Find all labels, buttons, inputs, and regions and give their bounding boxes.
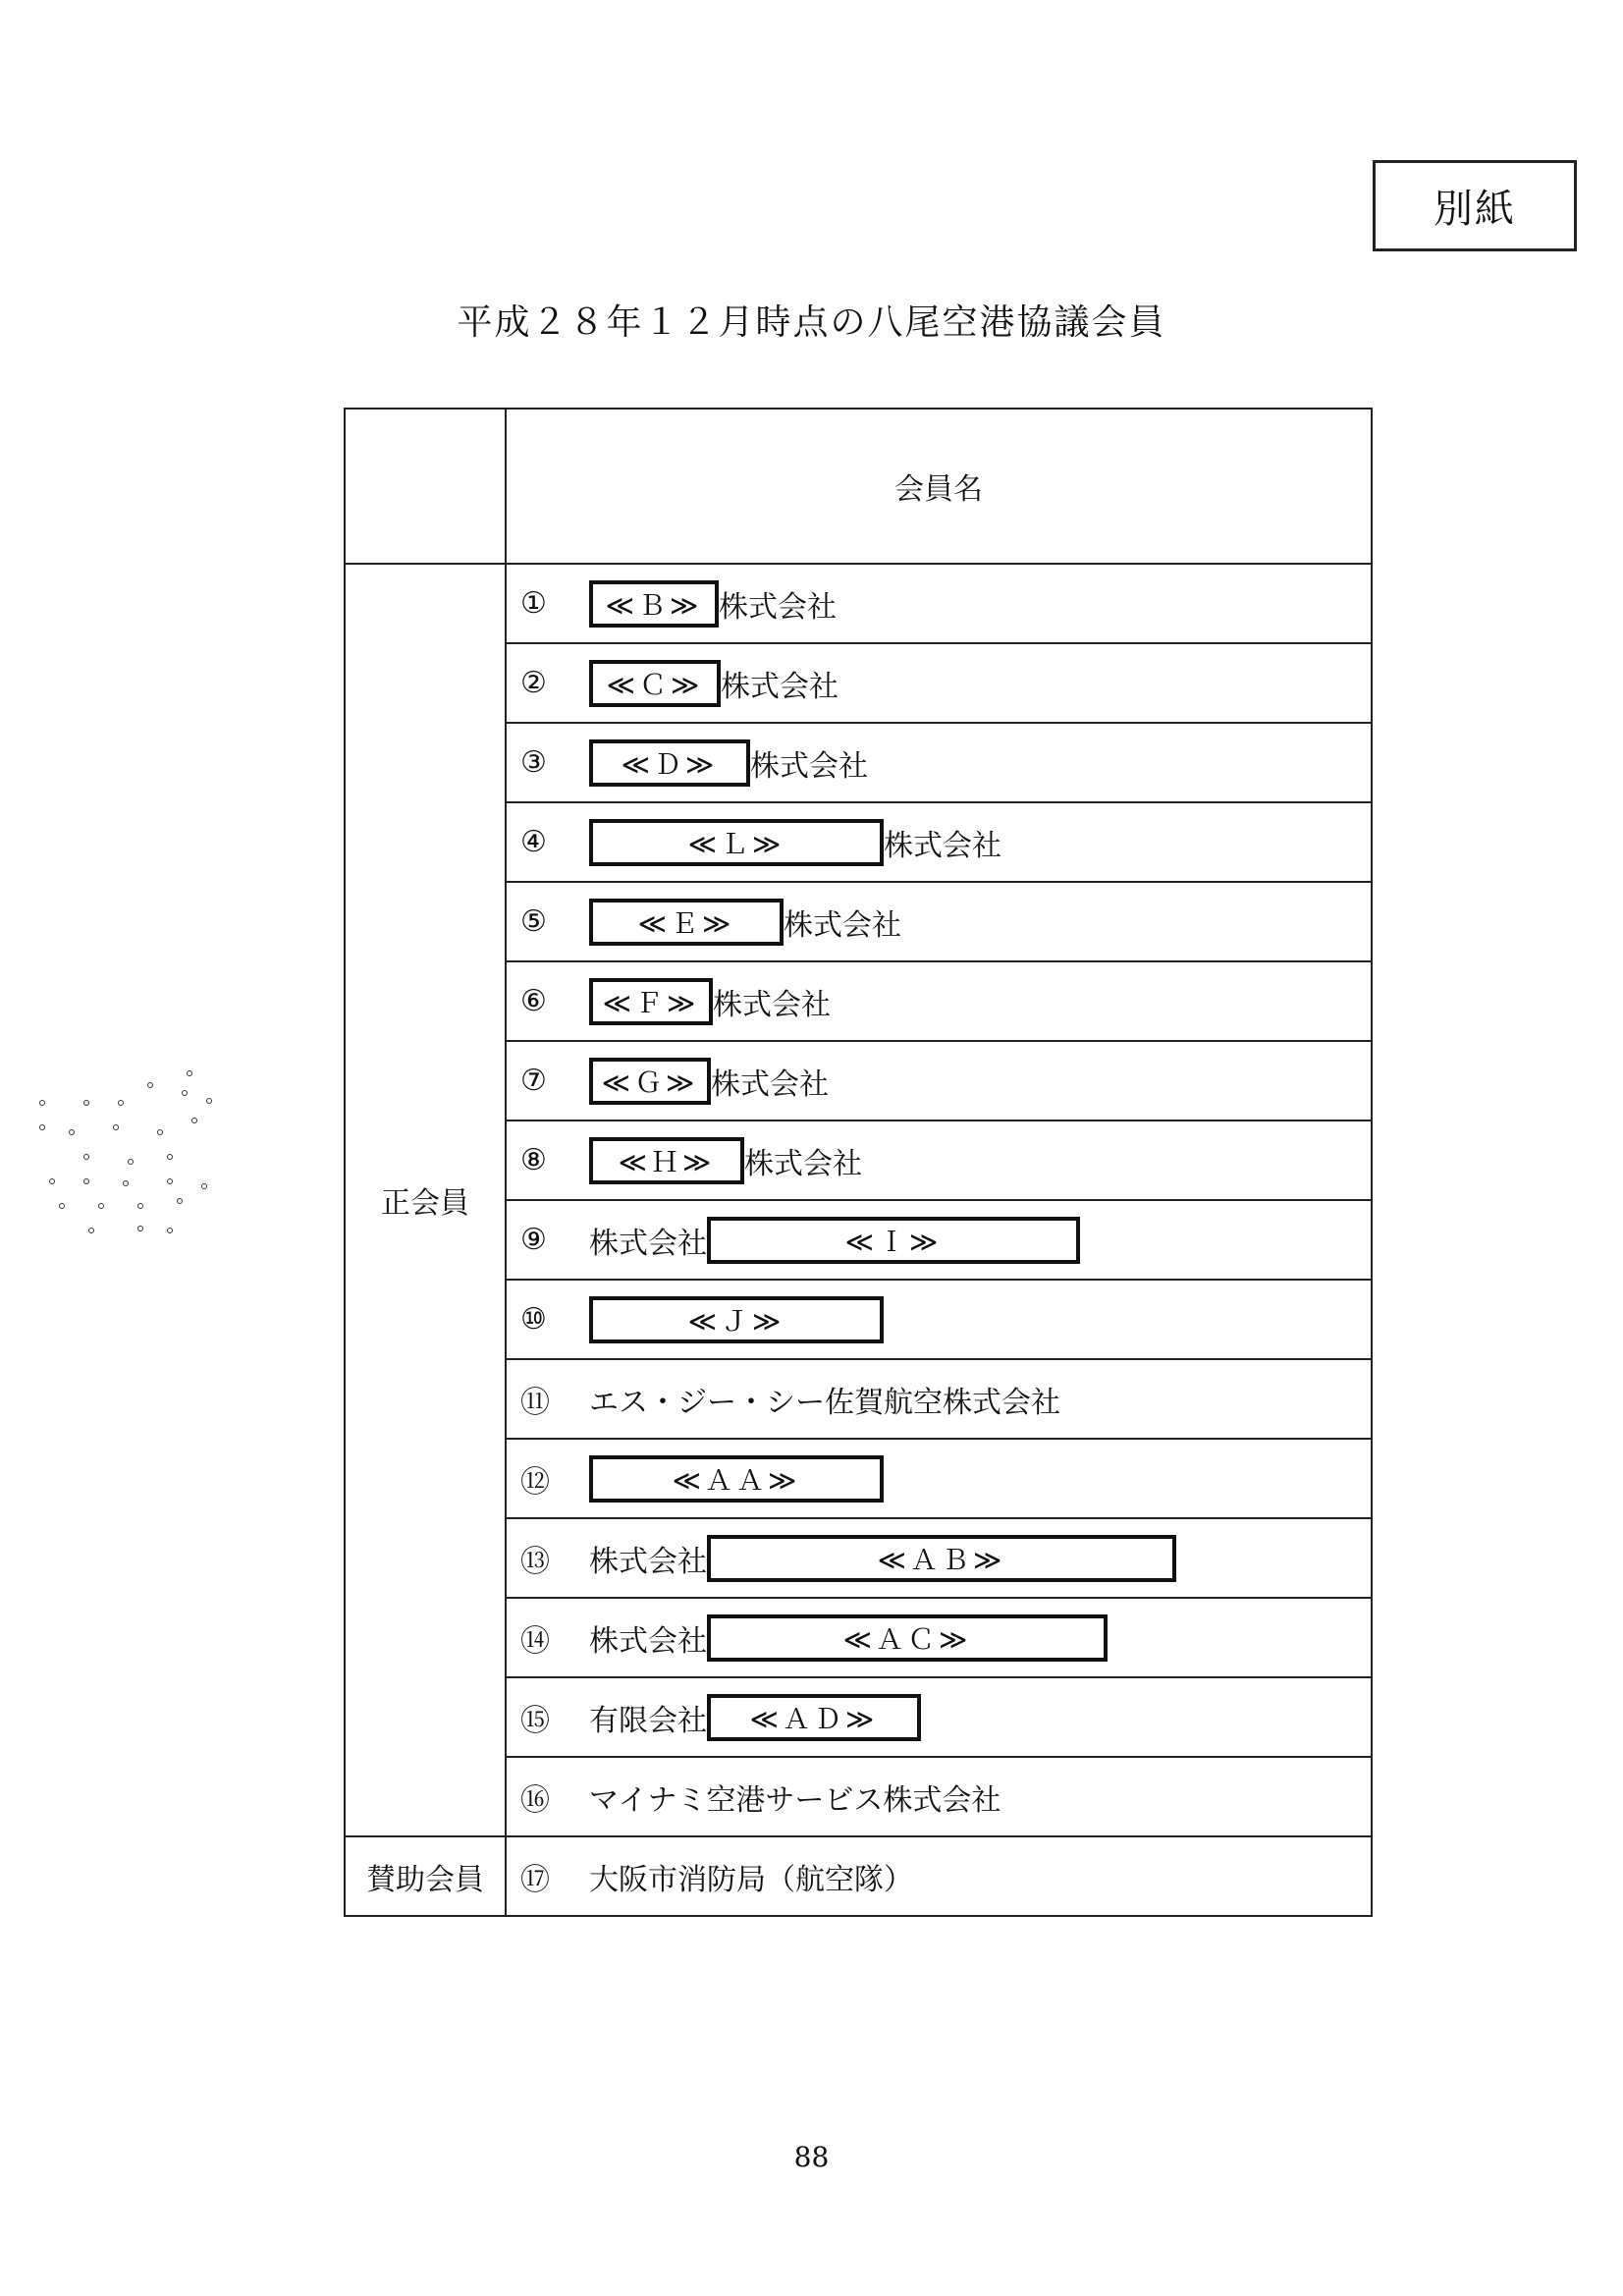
scan-dot [201, 1183, 207, 1189]
category-supporting-member: 賛助会員 [345, 1836, 506, 1916]
scan-dot [137, 1203, 143, 1209]
company-prefix: 株式会社 [589, 1623, 707, 1659]
member-name-cell [506, 1280, 1372, 1359]
member-name-cell [506, 643, 1372, 723]
scan-dot [167, 1154, 173, 1160]
row-number: ⑥ [520, 984, 547, 1018]
redacted-name-box: ≪Ｇ≫ [589, 1058, 711, 1105]
redacted-name-box: ≪ＡＢ≫ [707, 1535, 1176, 1582]
redacted-name-box: ≪Ｈ≫ [589, 1137, 744, 1184]
row-number: ⑨ [520, 1223, 547, 1257]
member-name-cell [506, 1121, 1372, 1200]
company-suffix: 株式会社 [784, 907, 901, 943]
table-row-support [345, 1836, 1372, 1916]
row-number: ① [520, 586, 547, 621]
row-number: ⑮ [520, 1703, 550, 1738]
scan-dot [83, 1154, 89, 1160]
row-number: ⑪ [520, 1385, 550, 1420]
table-header-row [345, 409, 1372, 564]
scan-dot [147, 1082, 153, 1088]
member-name-cell [506, 1359, 1372, 1439]
company-suffix: 株式会社 [721, 669, 839, 704]
category-regular-member: 正会員 [345, 564, 506, 1836]
member-name-cell [506, 1598, 1372, 1677]
scan-dot [157, 1129, 163, 1135]
scan-dot [39, 1124, 45, 1130]
row-number: ⑤ [520, 904, 547, 939]
member-name-cell [506, 1677, 1372, 1757]
member-name-cell [506, 1041, 1372, 1121]
member-name-cell [506, 1439, 1372, 1518]
company-prefix: 有限会社 [589, 1703, 707, 1738]
member-name-cell [506, 882, 1372, 961]
scan-dot [206, 1098, 212, 1104]
redacted-name-box: ≪Ｊ≫ [589, 1296, 884, 1343]
scan-dot [113, 1124, 119, 1130]
member-name-cell [506, 723, 1372, 802]
member-name-text: エス・ジー・シー佐賀航空株式会社 [589, 1385, 1060, 1420]
scan-dot [83, 1178, 89, 1184]
row-number: ⑭ [520, 1623, 550, 1659]
scan-dot [191, 1118, 197, 1123]
member-name-cell [506, 1518, 1372, 1598]
member-name-cell [506, 802, 1372, 882]
row-number: ⑦ [520, 1064, 547, 1098]
row-number: ⑧ [520, 1143, 547, 1177]
scan-dot [182, 1090, 188, 1096]
row-number: ④ [520, 825, 547, 859]
table-row [345, 564, 1372, 643]
redacted-name-box: ≪Ｄ≫ [589, 739, 750, 787]
scan-dot [98, 1203, 104, 1209]
scan-dot [118, 1100, 124, 1106]
row-number: ② [520, 666, 547, 700]
row-number: ③ [520, 745, 547, 780]
member-name-text: 大阪市消防局（航空隊） [589, 1862, 913, 1897]
company-prefix: 株式会社 [589, 1226, 707, 1261]
scan-dot [128, 1159, 134, 1165]
member-name-text: マイナミ空港サービス株式会社 [589, 1782, 1001, 1818]
member-rows [345, 564, 1372, 1916]
scan-dot [39, 1100, 45, 1106]
member-name-cell [506, 1836, 1372, 1916]
scan-dot [167, 1178, 173, 1184]
company-suffix: 株式会社 [719, 589, 837, 625]
scan-dot [49, 1178, 55, 1184]
scan-dot [167, 1228, 173, 1233]
row-number: ⑰ [520, 1862, 550, 1897]
page-number: 88 [793, 2141, 830, 2173]
redacted-name-box: ≪Ｌ≫ [589, 819, 884, 866]
row-number: ⑬ [520, 1544, 550, 1579]
scan-dot [137, 1226, 143, 1231]
redacted-name-box: ≪Ｆ≫ [589, 978, 713, 1025]
scan-dot [83, 1100, 89, 1106]
member-name-cell [506, 961, 1372, 1041]
company-suffix: 株式会社 [744, 1146, 862, 1181]
row-number: ⑩ [520, 1302, 547, 1337]
scan-dot [69, 1129, 75, 1135]
redacted-name-box: ≪Ｉ≫ [707, 1217, 1080, 1264]
redacted-name-box: ≪ＡＣ≫ [707, 1614, 1108, 1662]
row-number: ⑯ [520, 1782, 550, 1818]
company-suffix: 株式会社 [713, 987, 831, 1022]
company-suffix: 株式会社 [750, 748, 868, 784]
scan-dot [177, 1198, 183, 1204]
page-title: 平成２８年１２月時点の八尾空港協議会員 [457, 302, 1166, 343]
redacted-name-box: ≪ＡＤ≫ [707, 1694, 921, 1741]
company-suffix: 株式会社 [711, 1066, 829, 1102]
member-name-cell [506, 1757, 1372, 1836]
redacted-name-box: ≪Ｂ≫ [589, 580, 719, 628]
member-name-cell [506, 564, 1372, 643]
scan-dot [59, 1203, 65, 1209]
redacted-name-box: ≪Ｅ≫ [589, 899, 784, 946]
header-category-cell [345, 409, 506, 564]
scan-dot [123, 1180, 129, 1186]
attachment-stamp: 別紙 [1373, 160, 1577, 251]
company-suffix: 株式会社 [884, 828, 1001, 863]
member-name-cell [506, 1200, 1372, 1280]
header-member-name: 会員名 [506, 409, 1372, 564]
redacted-name-box: ≪Ｃ≫ [589, 660, 721, 707]
company-prefix: 株式会社 [589, 1544, 707, 1579]
scan-dot [88, 1228, 94, 1233]
members-table [344, 408, 1373, 1917]
row-number: ⑫ [520, 1464, 550, 1500]
scan-dot [187, 1070, 192, 1076]
redacted-name-box: ≪ＡＡ≫ [589, 1455, 884, 1503]
